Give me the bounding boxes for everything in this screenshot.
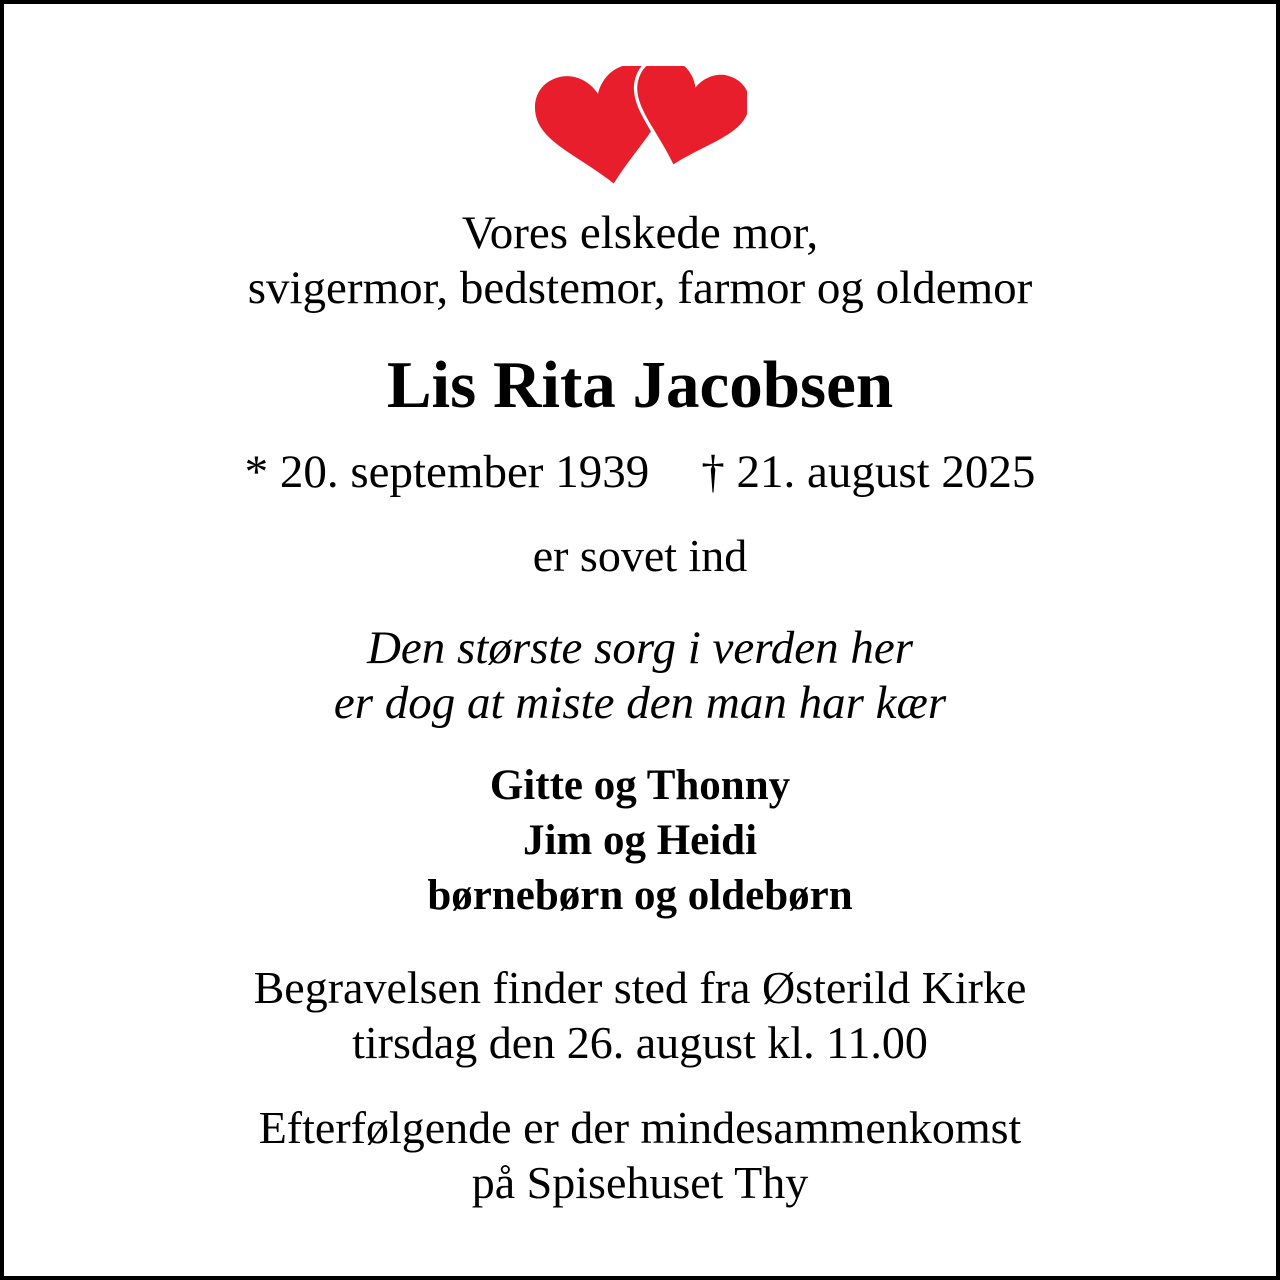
verse-line-2: er dog at miste den man har kær xyxy=(333,677,947,729)
mourners-line-3: børnebørn og oldebørn xyxy=(427,872,853,919)
mourners-line-1: Gitte og Thonny xyxy=(489,762,791,809)
birth-death-dates xyxy=(4,445,1276,500)
status-text: er sovet ind xyxy=(532,530,748,581)
verse-line-1: Den største sorg i verden her xyxy=(366,622,914,674)
funeral-details xyxy=(4,960,1276,1070)
intro-line-1: Vores elskede mor, xyxy=(461,207,819,259)
birth-date: * 20. september 1939 xyxy=(244,446,650,498)
hearts-icon xyxy=(4,66,1276,192)
intro-line-2: svigermor, bedstemor, farmor og oldemor xyxy=(247,262,1033,314)
mourners-list xyxy=(4,758,1276,923)
reception-details xyxy=(4,1100,1276,1210)
reception-line-1: Efterfølgende er der mindesammenkomst xyxy=(258,1102,1022,1153)
memorial-verse xyxy=(4,621,1276,731)
reception-line-2: på Spisehuset Thy xyxy=(471,1157,809,1208)
death-date: † 21. august 2025 xyxy=(701,446,1036,498)
funeral-line-2: tirsdag den 26. august kl. 11.00 xyxy=(352,1017,928,1068)
deceased-name: Lis Rita Jacobsen xyxy=(386,348,894,422)
funeral-line-1: Begravelsen finder sted fra Østerild Kirke xyxy=(253,962,1027,1013)
mourners-line-2: Jim og Heidi xyxy=(522,817,758,864)
